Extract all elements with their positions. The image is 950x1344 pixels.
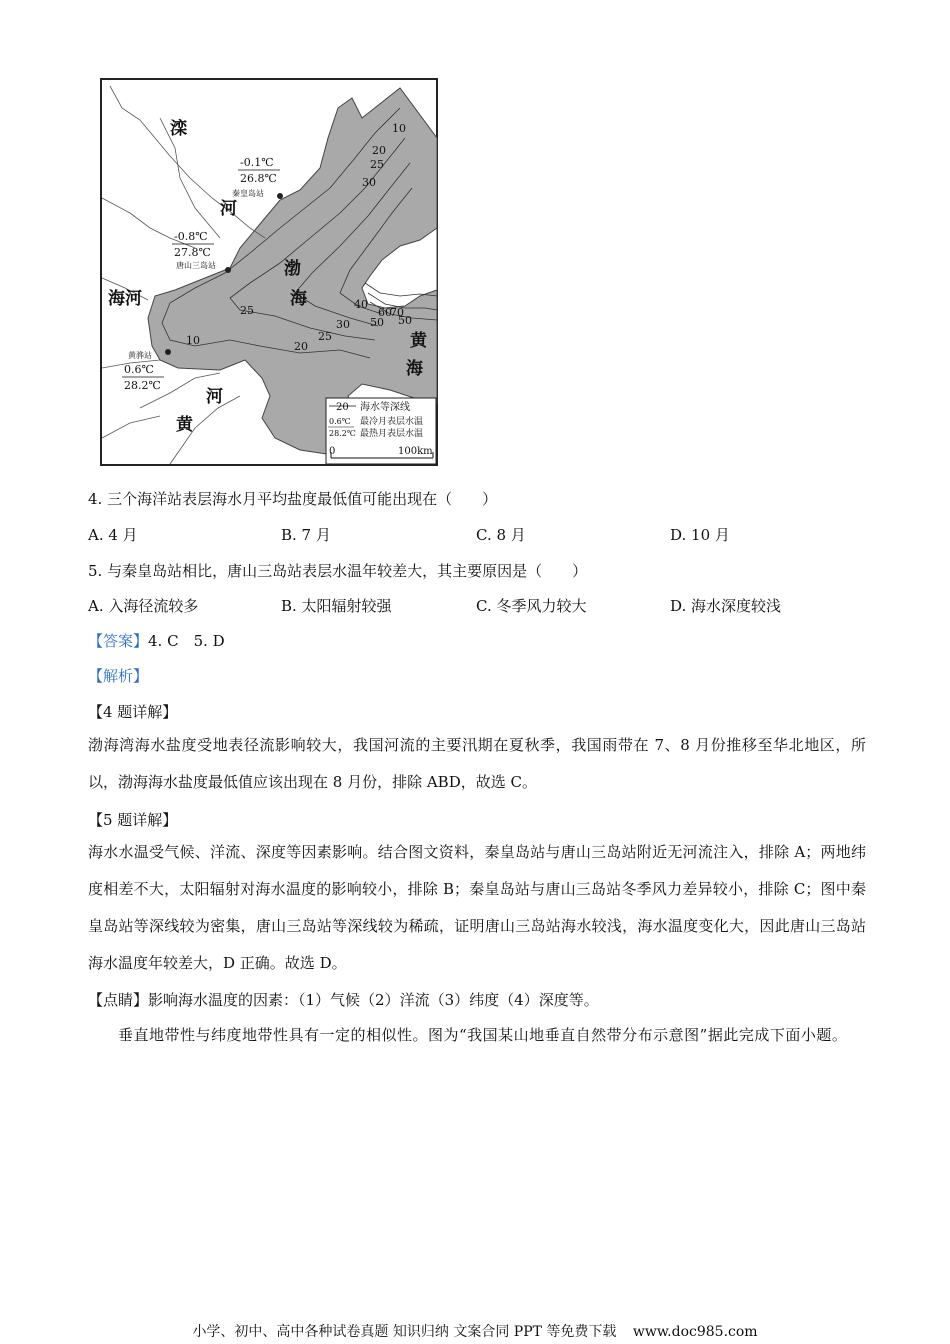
huanghua-dot bbox=[165, 349, 171, 355]
tangshan-dot bbox=[225, 267, 231, 273]
huanghua-max: 28.2℃ bbox=[124, 379, 161, 392]
contour-label: 50 bbox=[398, 314, 412, 327]
tip-label: 【点睛】 bbox=[88, 991, 149, 1009]
contour-label: 20 bbox=[372, 144, 386, 157]
legend-contour-sample: 20 bbox=[336, 402, 349, 413]
qinhuangdao-name: 秦皇岛站 bbox=[232, 189, 264, 198]
legend-hot-label: 最热月表层水温 bbox=[360, 429, 424, 439]
contour-label: 60 bbox=[378, 306, 392, 319]
label-he-2: 河 bbox=[206, 387, 223, 407]
legend-contour-label: 海水等深线 bbox=[360, 402, 410, 413]
label-huang: 黄 bbox=[410, 331, 427, 351]
q4-stem: 4. 三个海洋站表层海水月平均盐度最低值可能出现在（ ） bbox=[88, 490, 498, 508]
legend-scale-start: 0 bbox=[329, 446, 336, 457]
label-huanghai-hai: 海 bbox=[406, 359, 423, 379]
label-haihe: 海河 bbox=[108, 289, 142, 309]
qinhuangdao-dot bbox=[277, 193, 283, 199]
q5-option-c: C. 冬季风力较大 bbox=[476, 597, 587, 615]
contour-label: 25 bbox=[318, 330, 332, 343]
q4-option-a: A. 4 月 bbox=[88, 526, 138, 544]
q5-stem: 5. 与秦皇岛站相比，唐山三岛站表层水温年较差大，其主要原因是（ ） bbox=[88, 562, 588, 580]
label-bo: 渤 bbox=[284, 259, 301, 279]
legend-temp-hot: 28.2℃ bbox=[329, 429, 356, 438]
answer-label: 【答案】 bbox=[88, 632, 149, 650]
answer-text: 4. C 5. D bbox=[148, 632, 225, 650]
label-he-1: 河 bbox=[220, 199, 237, 219]
next-section-intro: 垂直地带性与纬度地带性具有一定的相似性。图为“我国某山地垂直自然带分布示意图”据此完成下面小题。 bbox=[118, 1026, 848, 1044]
bohai-map-svg bbox=[100, 78, 438, 466]
label-luan: 滦 bbox=[170, 119, 187, 139]
bohai-map bbox=[100, 78, 438, 466]
contour-label: 30 bbox=[336, 318, 350, 331]
tangshan-name: 唐山三岛站 bbox=[176, 261, 216, 270]
legend-cold-label: 最冷月表层水温 bbox=[360, 417, 424, 427]
legend-temp-cold: 0.6℃ bbox=[329, 417, 351, 426]
tangshan-min: -0.8℃ bbox=[174, 230, 208, 243]
q5-option-a: A. 入海径流较多 bbox=[88, 597, 199, 615]
footer-text: 小学、初中、高中各种试卷真题 知识归纳 文案合同 PPT 等免费下载 bbox=[192, 1324, 617, 1340]
q5-option-d: D. 海水深度较浅 bbox=[670, 597, 782, 615]
footer-url[interactable]: www.doc985.com bbox=[632, 1324, 758, 1340]
contour-label: 70 bbox=[390, 306, 404, 319]
q4-option-b: B. 7 月 bbox=[281, 526, 331, 544]
q5-detail-text: 海水水温受气候、洋流、深度等因素影响。结合图文资料，秦皇岛站与唐山三岛站附近无河流注入，排除 A；两地纬度相差不大，太阳辐射对海水温度的影响较小，排除 B；秦皇岛站与唐山三岛站冬季风力差异较小，排除 C；图中秦皇岛站等深线较为密集，唐山三岛站等深线较为稀疏，证明唐山三岛站海水较浅，海水温度变化大，因此唐山三岛站海水温度年较差大，D 正确。故选 D。 bbox=[88, 843, 866, 972]
q4-option-d: D. 10 月 bbox=[670, 526, 730, 544]
tangshan-max: 27.8℃ bbox=[174, 246, 211, 259]
tip-text: 影响海水温度的因素：（1）气候（2）洋流（3）纬度（4）深度等。 bbox=[148, 991, 599, 1009]
map-legend bbox=[326, 398, 436, 464]
answer-line bbox=[88, 631, 225, 651]
contour-label: 10 bbox=[392, 122, 406, 135]
legend-scale-end: 100km bbox=[398, 446, 433, 457]
q4-detail-label: 【4 题详解】 bbox=[88, 703, 178, 721]
q4-detail-text: 渤海湾海水盐度受地表径流影响较大，我国河流的主要汛期在夏秋季，我国雨带在 7、8 月份推移至华北地区，所以，渤海海水盐度最低值应该出现在 8 月份，排除 ABD，故选 C。 bbox=[88, 736, 866, 791]
q4-option-c: C. 8 月 bbox=[476, 526, 526, 544]
huanghua-name: 黄骅站 bbox=[128, 351, 152, 360]
contour-label: 50 bbox=[370, 316, 384, 329]
q5-option-b: B. 太阳辐射较强 bbox=[281, 597, 392, 615]
qinhuangdao-min: -0.1℃ bbox=[240, 156, 274, 169]
contour-label: 30 bbox=[362, 176, 376, 189]
contour-label: 25 bbox=[370, 158, 384, 171]
tip-line bbox=[88, 990, 599, 1010]
contour-label: 10 bbox=[186, 334, 200, 347]
contour-label: 20 bbox=[294, 340, 308, 353]
huanghua-min: 0.6℃ bbox=[124, 363, 154, 376]
q5-detail-label: 【5 题详解】 bbox=[88, 811, 178, 829]
page-footer bbox=[0, 1323, 950, 1341]
contour-label: 40 bbox=[354, 298, 368, 311]
label-yellow-river: 黄 bbox=[176, 415, 193, 435]
contour-label: 25 bbox=[240, 304, 254, 317]
qinhuangdao-max: 26.8℃ bbox=[240, 172, 277, 185]
label-hai: 海 bbox=[290, 289, 307, 309]
analysis-label: 【解析】 bbox=[88, 667, 149, 685]
